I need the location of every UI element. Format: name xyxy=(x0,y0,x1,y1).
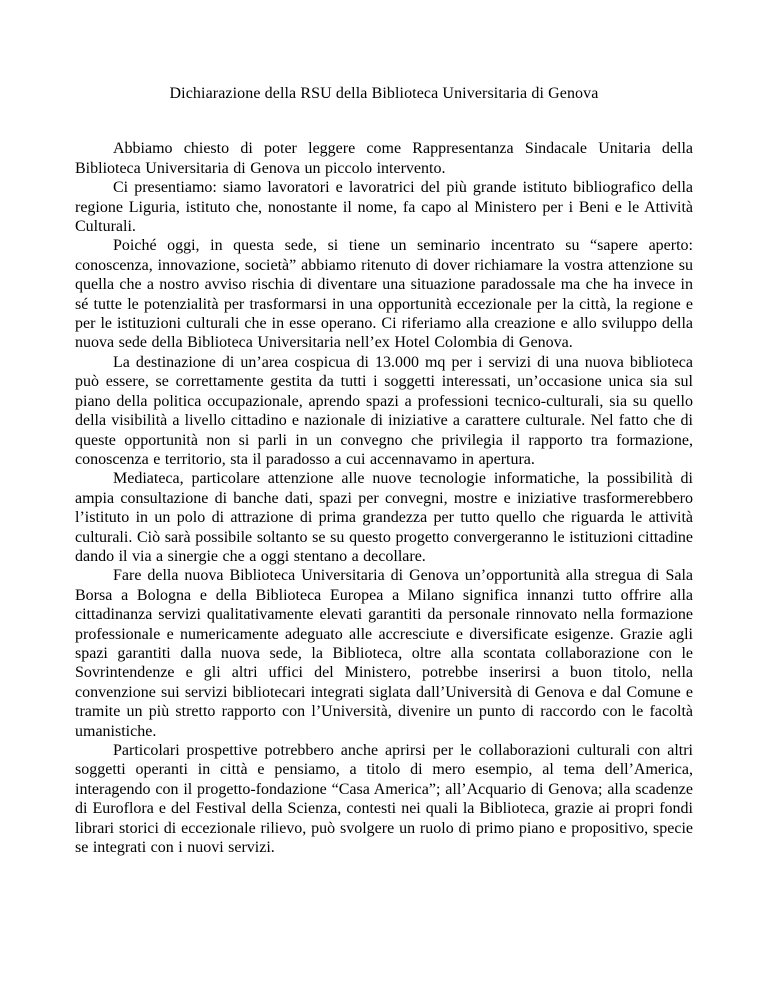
paragraph-destinazione: La destinazione di un’area cospicua di 13.000 mq per i servizi di una nuova biblioteca può essere, se correttamente gestita da tutti i soggetti interessati, un’occasione unica sia sul piano della politica occupazionale, aprendo spazi a professioni tecnico-culturali, sia su quello della visibilità a livello cittadino e nazionale di iniziative a carattere culturale. Nel fatto che di queste opportunità non si parli in un convegno che privilegia il rapporto tra formazione, conoscenza e territorio, sta il paradosso a cui accennavamo in apertura. xyxy=(75,353,693,468)
paragraph-mediateca: Mediateca, particolare attenzione alle nuove tecnologie informatiche, la possibilità di ampia consultazione di banche dati, spazi per convegni, mostre e iniziative trasformerebbero l’istituto in un polo di attrazione di prima grandezza per tutto quello che riguarda le attività culturali. Ciò sarà possibile soltanto se su questo progetto convergeranno le istituzioni cittadine dando il via a sinergie che a oggi stentano a decollare. xyxy=(75,470,693,565)
paragraph-intro: Abbiamo chiesto di poter leggere come Rappresentanza Sindacale Unitaria della Biblioteca Universitaria di Genova un piccolo intervento. xyxy=(75,140,693,177)
paragraph-opportunita: Fare della nuova Biblioteca Universitaria di Genova un’opportunità alla stregua di Sala Borsa a Bologna e della Biblioteca Europea a Milano significa innanzi tutto offrire alla cittadinanza servizi qualitativamente elevati garantiti da personale rinnovato nella formazione professionale e numericamente adeguato alle accresciute e diversificate esigenze. Grazie agli spazi garantiti dalla nuova sede, la Biblioteca, oltre alla scontata collaborazione con le Sovrintendenze e gli altri uffici del Ministero, potrebbe inserirsi a buon titolo, nella convenzione sui servizi bibliotecari integrati siglata dall’Università di Genova e dal Comune e tramite un più stretto rapporto con l’Università, divenire un punto di raccordo con le facoltà umanistiche. xyxy=(75,567,693,740)
paragraph-seminario: Poiché oggi, in questa sede, si tiene un seminario incentrato su “sapere aperto: conoscenza, innovazione, società” abbiamo ritenuto di dover richiamare la vostra attenzione su quella che a nostro avviso rischia di diventare una situazione paradossale ma che ha invece in sé tutte le potenzialità per trasformarsi in una opportunità eccezionale per la città, la regione e per le istituzioni culturali che in esse operano. Ci riferiamo alla creazione e allo sviluppo della nuova sede della Biblioteca Universitaria nell’ex Hotel Colombia di Genova. xyxy=(75,237,693,352)
paragraph-collaborazioni: Particolari prospettive potrebbero anche aprirsi per le collaborazioni culturali con altri soggetti operanti in città e pensiamo, a titolo di mero esempio, al tema dell’America, interagendo con il progetto-fondazione “Casa America”; all’Acquario di Genova; alla scadenze di Euroflora e del Festival della Scienza, contesti nei quali la Biblioteca, grazie ai propri fondi librari storici di eccezionale rilievo, può svolgere un ruolo di primo piano e propositivo, specie se integrati con i nuovi servizi. xyxy=(75,742,693,857)
paragraph-presentation: Ci presentiamo: siamo lavoratori e lavoratrici del più grande istituto bibliografico della regione Liguria, istituto che, nonostante il nome, fa capo al Ministero per i Beni e le Attività Culturali. xyxy=(75,179,693,236)
document-title: Dichiarazione della RSU della Biblioteca Universitaria di Genova xyxy=(169,85,599,102)
